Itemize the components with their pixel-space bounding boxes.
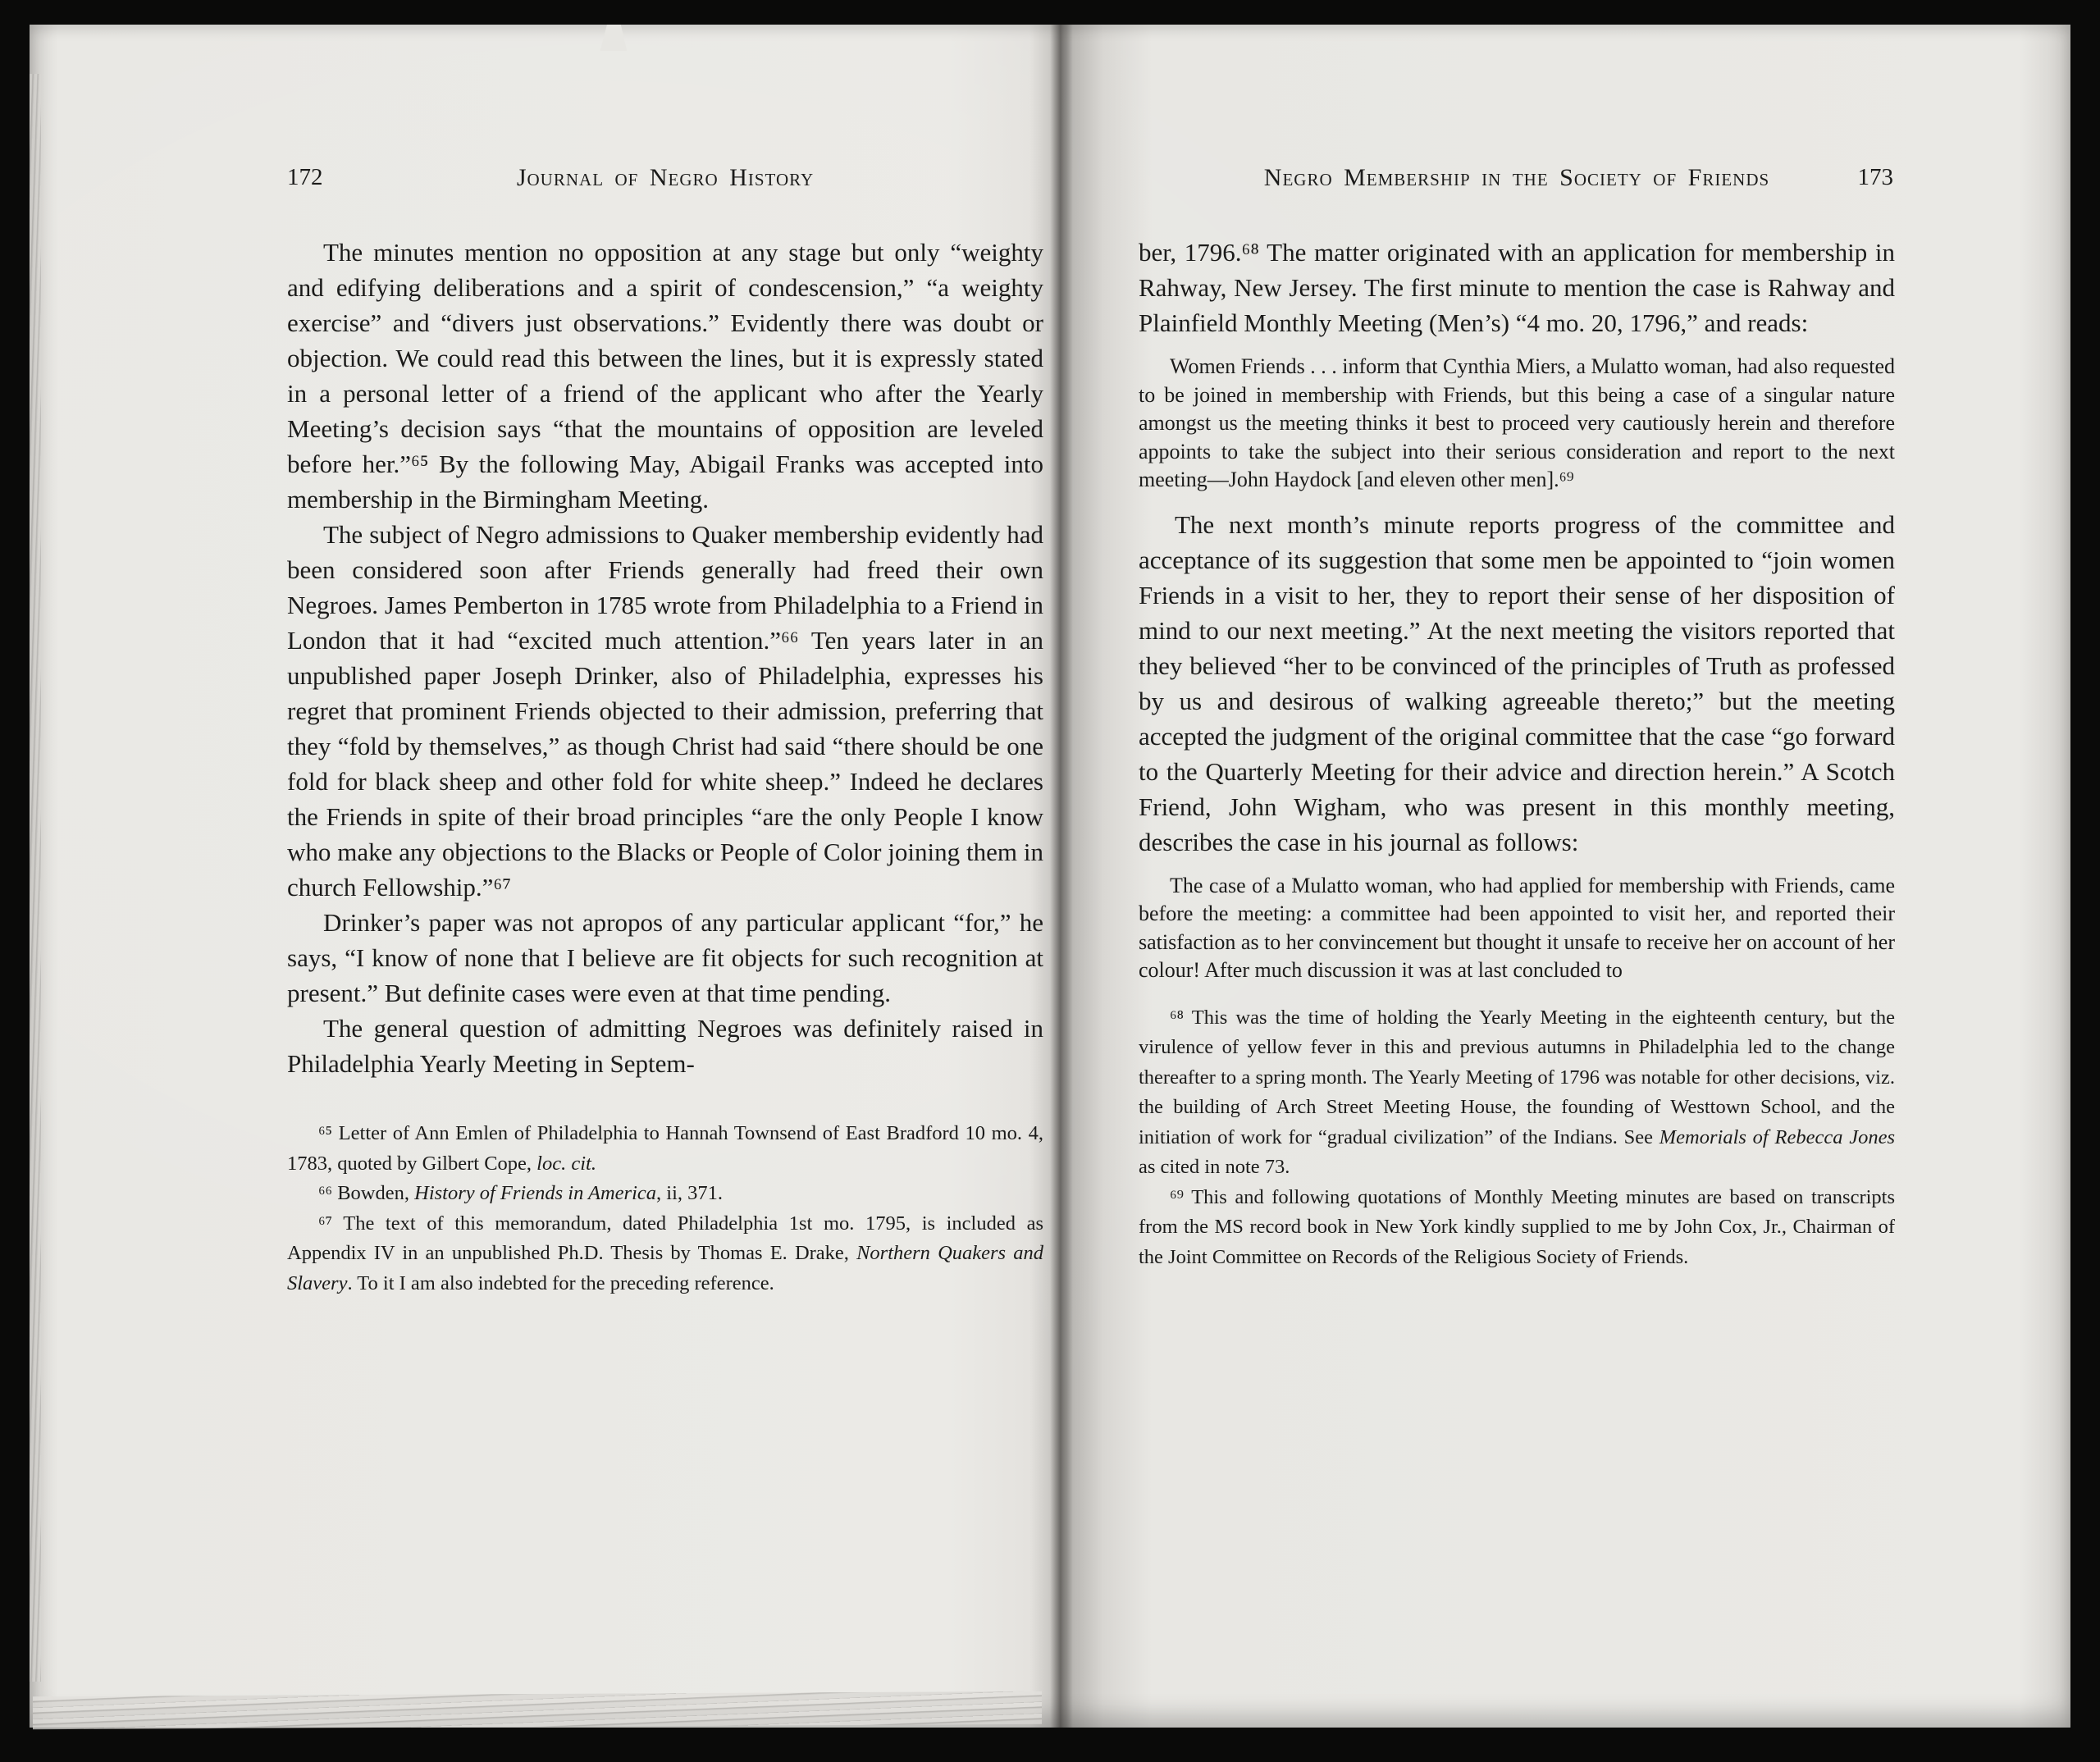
right-page <box>1139 164 1895 1272</box>
book-spread <box>30 25 2070 1728</box>
page-marker-tab <box>594 25 628 51</box>
minute-quote: Women Friends . . . inform that Cynthia Miers, a Mulatto woman, had also requested to be joined in membership with Friends, but this being a case of a singular nature amongst us the meeting thinks it best to proceed very cautiously herein and therefore appoints to take the subject into their serious consideration and report to the next meeting—John Haydock [and eleven other men].⁶⁹ <box>1139 354 1895 491</box>
body-paragraph: The subject of Negro admissions to Quaker membership evidently had been considered soon after Friends generally had freed their own Negroes. James Pemberton in 1785 wrote from Philadelphia to a Friend in London that it had “excited much attention.”⁶⁶ Ten years later in an unpublished paper Joseph Drinker, also of Philadelphia, expresses his regret that prominent Friends objected to their admission, preferring that they “fold by themselves,” as though Christ had said “there should be one fold for black sheep and other fold for white sheep.” Indeed he declares the Friends in spite of their broad principles “are the only People I know who make any objections to the Blacks or People of Color joining them in church Fellowship.”⁶⁷ <box>287 520 1043 902</box>
left-page-footnotes <box>287 1119 1043 1299</box>
right-running-header: Negro Membership in the Society of Friends <box>1263 164 1770 191</box>
left-page-header <box>287 164 1043 195</box>
left-running-header: Journal of Negro History <box>516 164 815 191</box>
journal-quote: The case of a Mulatto woman, who had applied for membership with Friends, came before the meeting: a committee had been appointed to visit her, and reported their satisfaction as to her convincement but thought it unsafe to receive her on account of her colour! After much discussion it was at last concluded to <box>1139 873 1895 982</box>
right-page-number: 173 <box>1857 164 1893 190</box>
footnote: ⁶⁷ The text of this memorandum, dated Philadelphia 1st mo. 1795, is included as Appendix IV in an unpublished Ph.D. Thesis by Thomas E. Drake, Northern Quakers and Slavery. To it I am also indebted for the preceding reference. <box>287 1212 1043 1294</box>
footnote: ⁶⁵ Letter of Ann Emlen of Philadelphia to Hannah Townsend of East Bradford 10 mo. 4, 1783, quoted by Gilbert Cope, loc. cit. <box>287 1122 1043 1175</box>
right-page-body <box>1139 235 1895 985</box>
book-spine <box>1050 25 1073 1728</box>
footnote: ⁶⁸ This was the time of holding the Yearly Meeting in the eighteenth century, but the virulence of yellow fever in this and previous autumns in Philadelphia led to the change thereafter to a spring month. The Yearly Meeting of 1796 was notable for other decisions, viz. the building of Arch Street Meeting House, the founding of Westtown School, and the initiation of work for “gradual civilization” of the Indians. See Memorials of Rebecca Jones as cited in note 73. <box>1139 1006 1895 1178</box>
continuation-paragraph: ber, 1796.⁶⁸ The matter originated with an application for membership in Rahway, New Jersey. The first minute to mention the case is Rahway and Plainfield Monthly Meeting (Men’s) “4 mo. 20, 1796,” and reads: <box>1139 238 1895 337</box>
body-paragraph: The general question of admitting Negroes was definitely raised in Philadelphia Yearly Meeting in Septem- <box>287 1014 1043 1078</box>
body-paragraph: The next month’s minute reports progress of the committee and acceptance of its suggestion that some men be appointed to “join women Friends in a visit to her, they to report their sense of her disposition of mind to our next meeting.” At the next meeting the visitors reported that they believed “her to be convinced of the principles of Truth as professed by us and desirous of walking agreeable thereto;” but the meeting accepted the judgment of the original committee that the case “go forward to the Quarterly Meeting for their advice and direction herein.” A Scotch Friend, John Wigham, who was present in this monthly meeting, describes the case in his journal as follows: <box>1139 509 1895 856</box>
right-page-footnotes <box>1139 1003 1895 1273</box>
footnote: ⁶⁶ Bowden, History of Friends in America, ii, 371. <box>318 1182 724 1204</box>
left-page-body <box>287 235 1043 1081</box>
left-page-number: 172 <box>287 164 323 190</box>
right-page-header <box>1139 164 1895 195</box>
body-paragraph: The minutes mention no opposition at any stage but only “weighty and edifying deliberations and a spirit of condescension,” “a weighty exercise” and “divers just observations.” Evidently there was doubt or objection. We could read this between the lines, but it is expressly stated in a personal letter of a friend of the applicant who after the Yearly Meeting’s decision says “that the mountains of opposition are leveled before her.”⁶⁵ By the following May, Abigail Franks was accepted into membership in the Birmingham Meeting. <box>287 238 1043 514</box>
left-page <box>287 164 1043 1299</box>
page-edges-bottom <box>33 1691 1042 1729</box>
page-edges-left <box>30 74 41 1682</box>
footnote: ⁶⁹ This and following quotations of Monthly Meeting minutes are based on transcripts from the MS record book in New York kindly supplied to me by John Cox, Jr., Chairman of the Joint Committee on Records of the Religious Society of Friends. <box>1139 1185 1895 1268</box>
body-paragraph: Drinker’s paper was not apropos of any particular applicant “for,” he says, “I know of none that I believe are fit objects for such recognition at present.” But definite cases were even at that time pending. <box>287 908 1043 1007</box>
